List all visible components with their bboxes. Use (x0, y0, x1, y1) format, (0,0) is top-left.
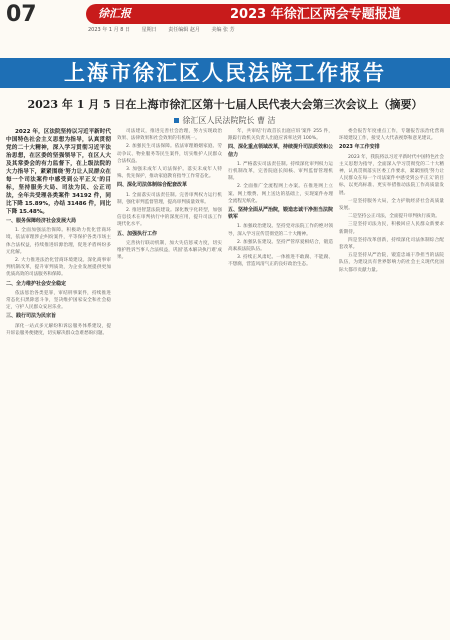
page-header (0, 0, 450, 45)
report-title: 上海市徐汇区人民法院工作报告 (64, 61, 386, 85)
page-number-value: 07 (6, 2, 37, 27)
section-heading: 2023 年工作安排 (339, 144, 380, 151)
report-title-bar (0, 58, 450, 88)
section-heading: 四、深化重点领域改革，持续提升司法质效和公信力 (228, 144, 333, 158)
body-paragraph: 三是坚持司法为民，积极回应人民群众新要求新期待。 (339, 222, 444, 235)
body-paragraph: 年，共审结'行政首长出庭应诉'案件 255 件，跟踪行政机关负责人出庭应诉率达到 100%。 (228, 129, 333, 142)
body-paragraph: 1. 严格落实司法责任制。持续深化审判权力运行机制改革，完善院庭长阅核、审判监督管理机制。 (228, 161, 333, 182)
body-paragraph: 完善执行联动机制，加大失信惩戒力度，切实维护胜诉当事人合法权益，巩固'基本解决执行难'成果。 (117, 240, 222, 261)
section-heading: 五、加强执行工作 (117, 230, 158, 237)
editor-credit: 责任编辑 赵月 (168, 27, 200, 33)
article-column (339, 128, 444, 638)
body-paragraph: 2. 大力推进法治化营商环境建设。深化商事审判机制改革，提升审判质效，为企业发展提供更加优质高效的司法服务和保障。 (6, 258, 111, 278)
section-heading: 二、全力维护社会安全稳定 (6, 280, 67, 287)
body-paragraph: 1. 加强政治建设。坚持党对法院工作的绝对领导，深入学习宣传贯彻党的二十大精神。 (228, 224, 333, 237)
body-paragraph: 深化一站式多元解纷和诉讼服务体系建设，提升诉讼服务便捷度，切实解决群众急难愁盼问题。 (6, 323, 111, 336)
report-subtitle: 2023 年 1 月 5 日在上海市徐汇区第十七届人民代表大会第三次会议上（摘要） (27, 98, 423, 111)
byline-marker-icon (174, 118, 179, 123)
lead-paragraph: 2022 年，区法院坚持以习近平新时代中国特色社会主义思想为指导，认真贯彻党的二十大精神，深入学习贯彻习近平法治思想，在区委的坚强领导下，在区人大及其常委会的有力监督下，在上级法院的大力指导下，紧紧围绕'努力让人民群众在每一个司法案件中感受到公平正义'的目标，坚持服务大局、司法为民、公正司法，全年共受理各类案件 34192 件，同比下降 15.89%，办结 31486 件，同比下降 15.48%。 (6, 129, 111, 215)
section-heading: 三、践行司法为民宗旨 (6, 313, 57, 320)
article-column (6, 128, 111, 638)
body-paragraph: 2. 全面推广全流程网上办案。在推进网上立案、网上缴费、网上送达的基础上，实现案件办理全流程无纸化。 (228, 184, 333, 204)
body-paragraph: 2023 年，我院将以习近平新时代中国特色社会主义思想为指导，全面深入学习贯彻党的二十大精神，认真贯彻落实区委工作要求，紧紧围绕'努力让人民群众在每一个司法案件中感受到公平正义'的目标，以更高标准、更实举措推动法院工作高质量发展。 (339, 154, 444, 196)
body-paragraph: 一是坚持服务大局，全力护航经济社会高质量发展。 (339, 198, 444, 212)
paper-logo: 徐汇报 (98, 7, 131, 20)
body-paragraph: 3. 持续正风肃纪。一体推进不敢腐、不能腐、不想腐，营造风清气正的良好政治生态。 (228, 255, 333, 268)
body-paragraph: 委会报告年度重点工作，专题报告法治化营商环境建设工作，接受人大代表视察和意见建议。 (339, 129, 444, 142)
body-paragraph: 2. 加强队伍建设。坚持严管厚爱相结合，锻造高素质法院队伍。 (228, 239, 333, 253)
section-heading: 一、服务保障经济社会发展大局 (6, 218, 77, 224)
issue-weekday: 星期日 (141, 27, 157, 33)
page-number (6, 2, 37, 27)
report-byline (0, 115, 450, 126)
designer-credit: 美编 张 芳 (211, 27, 235, 33)
issue-line (88, 26, 450, 33)
body-paragraph: 四是坚持改革创新，持续深化司法体制综合配套改革。 (339, 237, 444, 251)
body-paragraph: 司法建议，推进完善社会治理，努力实现政治效果、法律效果和社会效果的有机统一。 (117, 129, 222, 142)
body-paragraph: 二是坚持公正司法，全面提升审判执行质效。 (348, 214, 440, 220)
article-column (228, 128, 333, 638)
body-paragraph: 五是坚持从严治院，锻造忠诚干净担当的法院队伍，为建设具有世界影响力的社会主义现代化国际大都市贡献力量。 (339, 253, 444, 273)
body-paragraph: 3. 加强未成年人司法保护。落实未成年人特殊、优先保护，推动家庭教育指导工作常态化。 (117, 167, 222, 180)
article-body (6, 128, 444, 638)
section-heading: 四、深化司法体制综合配套改革 (117, 182, 188, 189)
body-paragraph: 依法惩治各类犯罪，审结刑事案件，持续推进常态化扫黑除恶斗争，坚决维护国家安全和社会稳定，守护人民群众安居乐业。 (6, 290, 111, 311)
byline-text: 徐汇区人民法院院长 曹 洁 (182, 116, 276, 125)
body-paragraph: 1. 全面落实司法责任制。完善审判权力运行机制，强化审判监督管理，提高审判质量效率。 (117, 192, 222, 205)
body-paragraph: 2. 加强民生司法保障。依法审理婚姻家庭、劳动争议、物业服务等民生案件，切实维护人民群众合法权益。 (117, 144, 222, 164)
issue-date: 2023 年 1 月 8 日 (88, 27, 131, 33)
body-paragraph: 1. 全面加强法治保障。积极助力优化营商环境，依法审理涉企纠纷案件，平等保护各类市场主体合法权益，持续推进诉源治理，促进矛盾纠纷多元化解。 (6, 228, 111, 255)
section-heading: 五、坚持全面从严治院，锻造忠诚干净担当法院铁军 (228, 207, 333, 221)
body-paragraph: 2. 推进智慧法院建设。深化数字化转型，加强信息技术在审判执行中的深度应用，提升司法工作现代化水平。 (117, 208, 222, 228)
special-title: 2023 年徐汇区两会专题报道 (230, 7, 401, 22)
article-column (117, 128, 222, 638)
